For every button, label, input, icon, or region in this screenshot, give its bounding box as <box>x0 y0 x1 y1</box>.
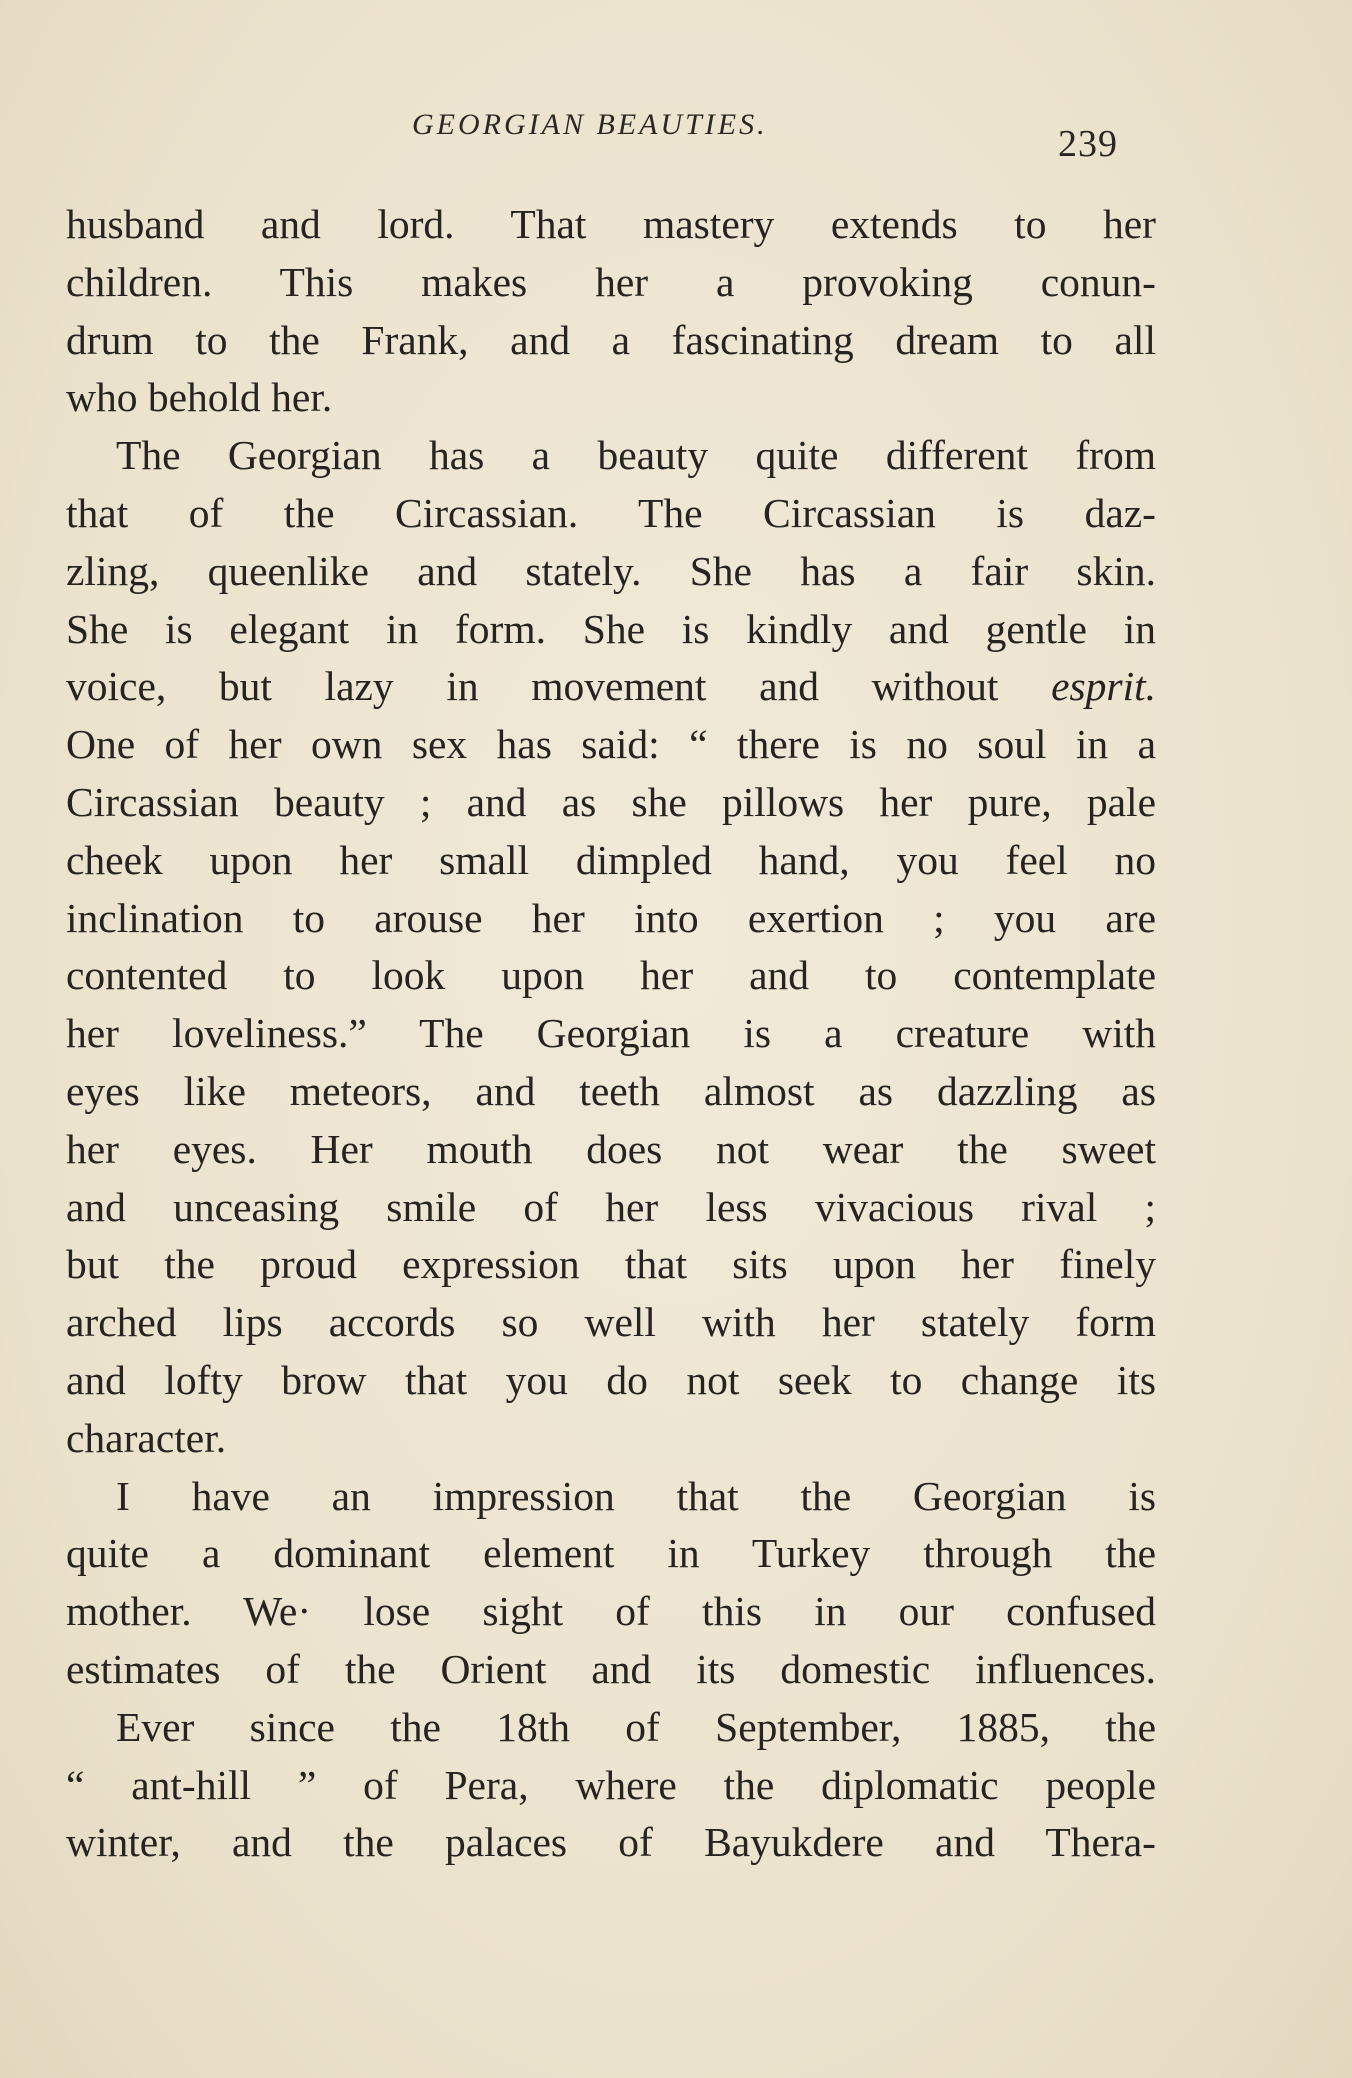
text-line: She is elegant in form. She is kindly and gentle in <box>66 605 1156 652</box>
text-line: character. <box>66 1414 227 1461</box>
text-line: drum to the Frank, and a fascinating dream to all <box>66 316 1156 363</box>
text-line: cheek upon her small dimpled hand, you feel no <box>66 836 1156 883</box>
text-line: “ ant-hill ” of Pera, where the diplomatic people <box>66 1761 1156 1808</box>
text-line: and lofty brow that you do not seek to change its <box>66 1356 1156 1403</box>
text-line: arched lips accords so well with her stately form <box>66 1299 1156 1346</box>
text-line: that of the Circassian. The Circassian is daz- <box>66 489 1156 536</box>
text-line: I have an impression that the Georgian is <box>116 1472 1156 1519</box>
text-line: One of her own sex has said: “ there is no soul in a <box>66 721 1156 768</box>
text-line: winter, and the palaces of Bayukdere and Thera- <box>66 1819 1156 1866</box>
text-line: contented to look upon her and to contemplate <box>66 952 1156 999</box>
running-head: GEORGIAN BEAUTIES. <box>412 108 768 141</box>
text-line: inclination to arouse her into exertion ; you are <box>66 894 1156 941</box>
body-text <box>66 196 1156 1872</box>
text-line: The Georgian has a beauty quite different from <box>116 432 1156 479</box>
text-line: but the proud expression that sits upon her finely <box>66 1241 1156 1288</box>
text-line: children. This makes her a provoking conun- <box>66 258 1156 305</box>
text-segment: voice, but lazy in movement and without <box>66 663 999 710</box>
text-line: mother. We· lose sight of this in our confused <box>66 1588 1156 1635</box>
page-header <box>0 104 1352 164</box>
text-line: Circassian beauty ; and as she pillows her pure, pale <box>66 778 1156 825</box>
text-line: her loveliness.” The Georgian is a creature with <box>66 1010 1156 1057</box>
text-line: eyes like meteors, and teeth almost as dazzling as <box>66 1067 1156 1114</box>
text-line: estimates of the Orient and its domestic influences. <box>66 1645 1156 1692</box>
page-number: 239 <box>1058 123 1118 165</box>
text-line: quite a dominant element in Turkey through the <box>66 1530 1156 1577</box>
text-line: her eyes. Her mouth does not wear the sweet <box>66 1125 1156 1172</box>
text-line: who behold her. <box>66 374 333 421</box>
text-line: zling, queenlike and stately. She has a fair skin. <box>66 547 1156 594</box>
text-line: husband and lord. That mastery extends to her <box>66 201 1156 247</box>
text-line-with-italic <box>66 658 1156 716</box>
italic-word: esprit. <box>1051 663 1157 710</box>
text-line: Ever since the 18th of September, 1885, the <box>116 1703 1156 1750</box>
text-line: and unceasing smile of her less vivacious rival ; <box>66 1183 1156 1230</box>
